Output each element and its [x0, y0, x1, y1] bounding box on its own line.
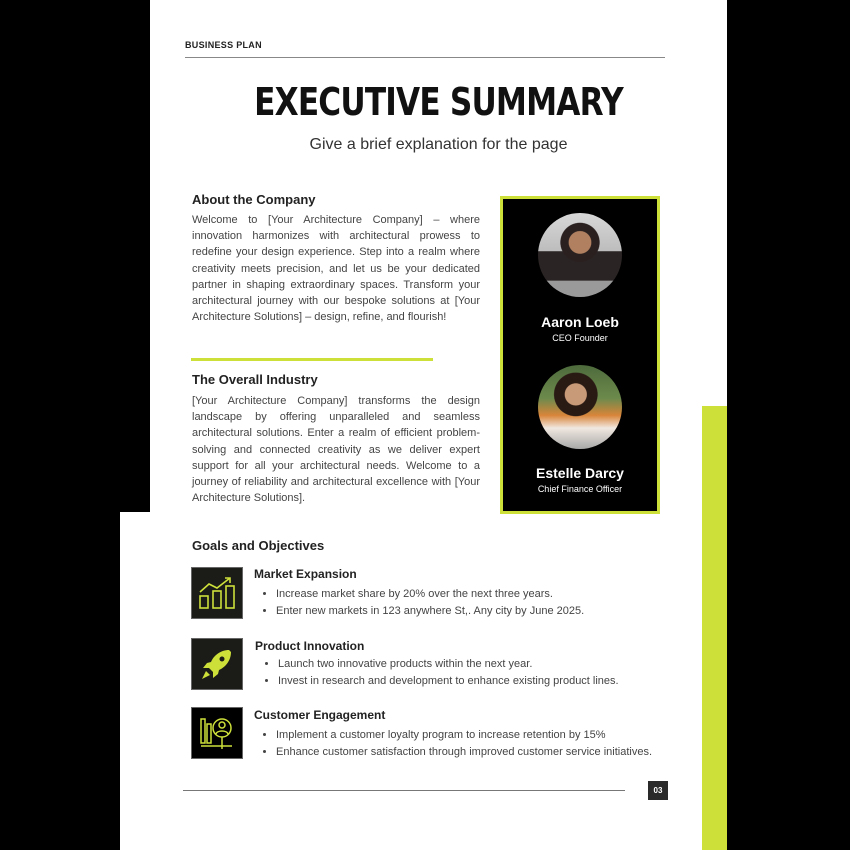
goal-bullets — [262, 586, 666, 619]
page-title: EXECUTIVE SUMMARY — [254, 80, 623, 124]
goals-heading: Goals and Objectives — [192, 538, 325, 553]
growth-chart-icon — [191, 567, 243, 619]
goal-bullet: • Invest in research and development to enhance existing product lines. — [278, 673, 673, 690]
industry-heading: The Overall Industry — [192, 372, 318, 387]
member-name: Aaron Loeb — [541, 314, 619, 330]
goal-title: Product Innovation — [255, 639, 365, 653]
footer-divider — [183, 790, 625, 791]
member-name: Estelle Darcy — [536, 465, 624, 481]
goal-bullet: • Enhance customer satisfaction through improved customer service initiatives. — [276, 744, 666, 761]
industry-body: [Your Architecture Company] transforms the design landscape by offering unparalleled and seamless architectural solutions. Enter a realm of efficient problem-solving and connected creativity as we deliver expert support for all your architectural needs. Welcome to a journey of reliability and architectural excellence with [Your Architecture Solutions]. — [192, 395, 480, 505]
team-card — [500, 196, 660, 514]
page-subtitle: Give a brief explanation for the page — [309, 136, 568, 153]
header-label: BUSINESS PLAN — [185, 40, 262, 50]
about-heading: About the Company — [192, 192, 316, 207]
goal-bullet: • Enter new markets in 123 anywhere St,. Any city by June 2025. — [276, 603, 666, 620]
goal-bullets — [262, 727, 666, 760]
rocket-icon — [191, 638, 243, 690]
goal-bullets — [264, 656, 673, 689]
section-divider — [191, 358, 433, 361]
customer-search-icon — [191, 707, 243, 759]
goal-bullet: • Launch two innovative products within the next year. — [278, 656, 673, 673]
goal-bullet: • Implement a customer loyalty program to increase retention by 15% — [276, 727, 666, 744]
accent-bar — [702, 406, 727, 850]
member-role: Chief Finance Officer — [537, 484, 623, 494]
about-body: Welcome to [Your Architecture Company] – where innovation harmonizes with architectural prowess to redefine your design experience. Step into a realm where creativity meets precision, and let us be your dedicated partner in shaping extraordinary spaces. Transform your architectural journey with our bespoke solutions at [Your Architecture Solutions] – design, refine, and flourish! — [192, 214, 480, 324]
goal-bullet: • Increase market share by 20% over the next three years. — [276, 586, 666, 603]
header-divider — [185, 57, 665, 58]
avatar-aaron-loeb — [538, 213, 622, 297]
member-role: CEO Founder — [552, 333, 608, 343]
page-number: 03 — [648, 781, 668, 800]
goal-title: Customer Engagement — [254, 708, 386, 722]
avatar-estelle-darcy — [538, 365, 622, 449]
goal-title: Market Expansion — [254, 567, 357, 581]
